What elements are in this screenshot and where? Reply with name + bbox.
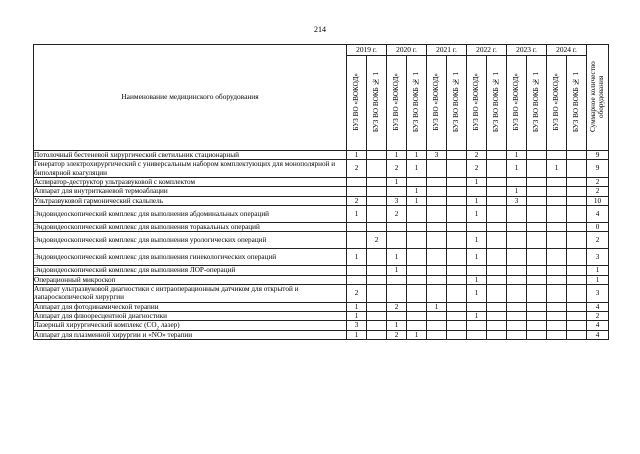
quantity-cell: 1 bbox=[547, 160, 567, 177]
table-row bbox=[34, 205, 609, 222]
quantity-cell: 1 bbox=[507, 187, 527, 196]
total-cell: 1 bbox=[587, 275, 609, 284]
equipment-table bbox=[33, 44, 609, 340]
quantity-cell bbox=[407, 321, 427, 330]
quantity-cell bbox=[447, 311, 467, 320]
total-cell: 2 bbox=[587, 187, 609, 196]
quantity-cell: 2 bbox=[387, 302, 407, 311]
table-row bbox=[34, 187, 609, 196]
quantity-cell bbox=[367, 285, 387, 302]
quantity-cell: 2 bbox=[347, 285, 367, 302]
quantity-cell bbox=[407, 222, 427, 231]
quantity-cell bbox=[447, 266, 467, 275]
quantity-cell bbox=[567, 302, 587, 311]
table-row bbox=[34, 160, 609, 177]
total-cell: 4 bbox=[587, 321, 609, 330]
quantity-cell bbox=[487, 160, 507, 177]
quantity-cell: 3 bbox=[387, 196, 407, 205]
quantity-cell bbox=[567, 249, 587, 266]
total-cell: 9 bbox=[587, 160, 609, 177]
table-row bbox=[34, 285, 609, 302]
quantity-cell bbox=[387, 222, 407, 231]
institution-subheader: БУЗ ВО ВОКБ № 1 bbox=[567, 56, 587, 151]
quantity-cell bbox=[467, 321, 487, 330]
quantity-cell bbox=[367, 275, 387, 284]
quantity-cell bbox=[547, 232, 567, 249]
table-row bbox=[34, 151, 609, 160]
quantity-cell bbox=[447, 205, 467, 222]
quantity-cell bbox=[487, 205, 507, 222]
quantity-cell bbox=[347, 232, 367, 249]
total-cell: 1 bbox=[587, 266, 609, 275]
quantity-cell bbox=[567, 330, 587, 339]
table-row bbox=[34, 330, 609, 339]
equipment-name: Эндовидеоскопический комплекс для выполнения ЛОР-операций bbox=[34, 266, 347, 275]
quantity-cell bbox=[447, 232, 467, 249]
total-cell: 2 bbox=[587, 232, 609, 249]
quantity-cell bbox=[447, 249, 467, 266]
quantity-cell bbox=[487, 196, 507, 205]
quantity-cell: 1 bbox=[427, 302, 447, 311]
quantity-cell bbox=[387, 311, 407, 320]
institution-subheader: БУЗ ВО «ВОКОД» bbox=[387, 56, 407, 151]
equipment-name-header: Наименование медицинского оборудования bbox=[34, 45, 347, 151]
quantity-cell: 2 bbox=[467, 151, 487, 160]
institution-subheader: БУЗ ВО ВОКБ № 1 bbox=[527, 56, 547, 151]
institution-subheader: БУЗ ВО ВОКБ № 1 bbox=[367, 56, 387, 151]
page-number: 214 bbox=[314, 25, 326, 34]
quantity-cell: 1 bbox=[407, 151, 427, 160]
equipment-name: Эндовидеоскопический комплекс для выполнения гинекологических операций bbox=[34, 249, 347, 266]
total-cell: 9 bbox=[587, 151, 609, 160]
quantity-cell bbox=[547, 249, 567, 266]
quantity-cell bbox=[447, 222, 467, 231]
quantity-cell bbox=[527, 249, 547, 266]
quantity-cell bbox=[507, 249, 527, 266]
quantity-cell bbox=[427, 196, 447, 205]
institution-subheader: БУЗ ВО «ВОКОД» bbox=[347, 56, 367, 151]
quantity-cell bbox=[407, 275, 427, 284]
quantity-cell bbox=[407, 177, 427, 186]
quantity-cell bbox=[367, 196, 387, 205]
institution-subheader: БУЗ ВО ВОКБ № 1 bbox=[447, 56, 467, 151]
quantity-cell bbox=[547, 311, 567, 320]
quantity-cell bbox=[467, 187, 487, 196]
quantity-cell: 2 bbox=[467, 160, 487, 177]
table-row bbox=[34, 177, 609, 186]
equipment-name: Аппарат для плазменной хирургии и «NO» терапии bbox=[34, 330, 347, 339]
quantity-cell bbox=[427, 321, 447, 330]
table-row bbox=[34, 266, 609, 275]
quantity-cell bbox=[407, 311, 427, 320]
equipment-name: Эндовидеоскопический комплекс для выполнения абдоминальных операций bbox=[34, 205, 347, 222]
quantity-cell bbox=[367, 302, 387, 311]
quantity-cell bbox=[567, 285, 587, 302]
quantity-cell bbox=[447, 285, 467, 302]
table-row bbox=[34, 196, 609, 205]
quantity-cell bbox=[567, 311, 587, 320]
table-row bbox=[34, 232, 609, 249]
table-body bbox=[34, 151, 609, 340]
quantity-cell bbox=[567, 232, 587, 249]
quantity-cell bbox=[527, 177, 547, 186]
quantity-cell bbox=[487, 311, 507, 320]
quantity-cell bbox=[487, 321, 507, 330]
quantity-cell: 1 bbox=[507, 151, 527, 160]
quantity-cell bbox=[447, 160, 467, 177]
quantity-cell bbox=[507, 177, 527, 186]
equipment-name: Аппарат ультразвуковой диагностики с интраоперационным датчиком для открытой и лапароскопической хирургии bbox=[34, 285, 347, 302]
quantity-cell bbox=[367, 222, 387, 231]
quantity-cell: 1 bbox=[407, 330, 427, 339]
year-header: 2023 г. bbox=[507, 45, 547, 56]
quantity-cell: 3 bbox=[507, 196, 527, 205]
quantity-cell bbox=[367, 311, 387, 320]
quantity-cell bbox=[347, 222, 367, 231]
quantity-cell bbox=[567, 160, 587, 177]
institution-subheader: БУЗ ВО «ВОКОД» bbox=[427, 56, 447, 151]
quantity-cell: 1 bbox=[467, 285, 487, 302]
equipment-name: Аппарат для внутритканевой термоаблации bbox=[34, 187, 347, 196]
quantity-cell bbox=[487, 330, 507, 339]
quantity-cell bbox=[507, 302, 527, 311]
quantity-cell: 1 bbox=[467, 311, 487, 320]
equipment-name: Операционный микроскоп bbox=[34, 275, 347, 284]
institution-subheader: БУЗ ВО ВОКБ № 1 bbox=[487, 56, 507, 151]
quantity-cell: 1 bbox=[467, 275, 487, 284]
quantity-cell: 1 bbox=[387, 249, 407, 266]
quantity-cell: 2 bbox=[367, 232, 387, 249]
quantity-cell bbox=[367, 321, 387, 330]
table-row bbox=[34, 302, 609, 311]
quantity-cell bbox=[367, 187, 387, 196]
quantity-cell bbox=[447, 302, 467, 311]
quantity-cell bbox=[547, 187, 567, 196]
quantity-cell bbox=[527, 266, 547, 275]
quantity-cell bbox=[367, 205, 387, 222]
equipment-name: Потолочный бестеневой хирургический светильник стационарный bbox=[34, 151, 347, 160]
quantity-cell bbox=[487, 187, 507, 196]
quantity-cell bbox=[367, 266, 387, 275]
quantity-cell bbox=[367, 160, 387, 177]
quantity-cell bbox=[567, 275, 587, 284]
quantity-cell bbox=[507, 222, 527, 231]
quantity-cell bbox=[487, 232, 507, 249]
institution-subheader: БУЗ ВО ВОКБ № 1 bbox=[407, 56, 427, 151]
quantity-cell bbox=[547, 330, 567, 339]
quantity-cell bbox=[487, 302, 507, 311]
year-header: 2021 г. bbox=[427, 45, 467, 56]
year-header: 2019 г. bbox=[347, 45, 387, 56]
table-row bbox=[34, 321, 609, 330]
quantity-cell: 1 bbox=[347, 302, 367, 311]
quantity-cell bbox=[427, 275, 447, 284]
quantity-cell bbox=[527, 187, 547, 196]
quantity-cell bbox=[547, 151, 567, 160]
quantity-cell bbox=[507, 285, 527, 302]
quantity-cell bbox=[447, 177, 467, 186]
quantity-cell bbox=[527, 196, 547, 205]
quantity-cell: 3 bbox=[347, 321, 367, 330]
equipment-name: Ультразвуковой гармонический скальпель bbox=[34, 196, 347, 205]
quantity-cell bbox=[427, 285, 447, 302]
quantity-cell bbox=[427, 330, 447, 339]
quantity-cell bbox=[447, 187, 467, 196]
quantity-cell: 1 bbox=[347, 330, 367, 339]
quantity-cell bbox=[527, 232, 547, 249]
quantity-cell bbox=[547, 302, 567, 311]
quantity-cell bbox=[527, 222, 547, 231]
quantity-cell bbox=[447, 151, 467, 160]
quantity-cell bbox=[547, 205, 567, 222]
quantity-cell bbox=[387, 285, 407, 302]
quantity-cell bbox=[427, 187, 447, 196]
quantity-cell bbox=[507, 275, 527, 284]
quantity-cell bbox=[467, 330, 487, 339]
quantity-cell bbox=[427, 205, 447, 222]
quantity-cell: 2 bbox=[347, 196, 367, 205]
equipment-name: Аспиратор-деструктор ультразвуковой с комплектом bbox=[34, 177, 347, 186]
equipment-name: Генератор электрохирургический с универсальным набором комплектующих для монополярной и биполярной коагуляции bbox=[34, 160, 347, 177]
quantity-cell: 1 bbox=[347, 311, 367, 320]
quantity-cell bbox=[527, 285, 547, 302]
total-cell: 4 bbox=[587, 330, 609, 339]
quantity-cell bbox=[407, 266, 427, 275]
quantity-cell bbox=[547, 285, 567, 302]
quantity-cell bbox=[527, 302, 547, 311]
quantity-cell bbox=[527, 311, 547, 320]
quantity-cell bbox=[467, 222, 487, 231]
quantity-cell bbox=[507, 321, 527, 330]
quantity-cell bbox=[507, 311, 527, 320]
quantity-cell bbox=[427, 222, 447, 231]
total-cell: 2 bbox=[587, 311, 609, 320]
quantity-cell bbox=[527, 330, 547, 339]
quantity-cell bbox=[567, 321, 587, 330]
quantity-cell bbox=[407, 205, 427, 222]
year-header: 2020 г. bbox=[387, 45, 427, 56]
quantity-cell bbox=[387, 232, 407, 249]
table-row bbox=[34, 249, 609, 266]
quantity-cell bbox=[487, 266, 507, 275]
quantity-cell bbox=[567, 177, 587, 186]
quantity-cell bbox=[407, 302, 427, 311]
quantity-cell bbox=[407, 285, 427, 302]
quantity-cell bbox=[427, 249, 447, 266]
total-cell: 10 bbox=[587, 196, 609, 205]
quantity-cell bbox=[347, 266, 367, 275]
quantity-cell bbox=[387, 187, 407, 196]
quantity-cell: 1 bbox=[387, 151, 407, 160]
quantity-cell bbox=[347, 275, 367, 284]
equipment-name: Аппарат для флюоресцентной диагностики bbox=[34, 311, 347, 320]
quantity-cell bbox=[427, 311, 447, 320]
quantity-cell bbox=[367, 151, 387, 160]
equipment-name: Эндовидеоскопический комплекс для выполнения урологических операций bbox=[34, 232, 347, 249]
quantity-cell: 1 bbox=[467, 249, 487, 266]
quantity-cell: 2 bbox=[387, 205, 407, 222]
year-header: 2024 г. bbox=[547, 45, 587, 56]
quantity-cell bbox=[367, 177, 387, 186]
quantity-cell: 1 bbox=[347, 249, 367, 266]
quantity-cell bbox=[567, 196, 587, 205]
quantity-cell bbox=[567, 266, 587, 275]
quantity-cell bbox=[347, 187, 367, 196]
quantity-cell: 2 bbox=[387, 160, 407, 177]
quantity-cell bbox=[567, 205, 587, 222]
total-cell: 0 bbox=[587, 222, 609, 231]
institution-subheader: БУЗ ВО «ВОКОД» bbox=[467, 56, 487, 151]
quantity-cell: 1 bbox=[467, 196, 487, 205]
quantity-cell bbox=[547, 275, 567, 284]
quantity-cell: 3 bbox=[427, 151, 447, 160]
quantity-cell bbox=[387, 275, 407, 284]
quantity-cell bbox=[527, 205, 547, 222]
quantity-cell: 1 bbox=[407, 187, 427, 196]
quantity-cell: 2 bbox=[387, 330, 407, 339]
quantity-cell: 1 bbox=[467, 177, 487, 186]
total-header: Суммарное количество оборудования bbox=[587, 45, 609, 151]
quantity-cell bbox=[427, 266, 447, 275]
quantity-cell bbox=[547, 222, 567, 231]
quantity-cell: 1 bbox=[387, 177, 407, 186]
year-header: 2022 г. bbox=[467, 45, 507, 56]
quantity-cell bbox=[567, 187, 587, 196]
table-row bbox=[34, 311, 609, 320]
quantity-cell bbox=[507, 205, 527, 222]
quantity-cell bbox=[487, 177, 507, 186]
quantity-cell bbox=[447, 275, 467, 284]
institution-subheader: БУЗ ВО «ВОКОД» bbox=[547, 56, 567, 151]
table-row bbox=[34, 275, 609, 284]
quantity-cell bbox=[447, 330, 467, 339]
quantity-cell bbox=[427, 232, 447, 249]
quantity-cell: 1 bbox=[507, 160, 527, 177]
quantity-cell bbox=[527, 160, 547, 177]
quantity-cell bbox=[467, 302, 487, 311]
quantity-cell bbox=[527, 151, 547, 160]
equipment-name: Лазерный хирургический комплекс ($CO_2$ лазер) bbox=[34, 321, 347, 330]
equipment-name: Эндовидеоскопический комплекс для выполнения торакальных операций bbox=[34, 222, 347, 231]
quantity-cell bbox=[487, 151, 507, 160]
quantity-cell bbox=[367, 249, 387, 266]
quantity-cell bbox=[547, 196, 567, 205]
quantity-cell bbox=[487, 275, 507, 284]
quantity-cell bbox=[347, 177, 367, 186]
quantity-cell: 1 bbox=[407, 160, 427, 177]
quantity-cell bbox=[467, 266, 487, 275]
quantity-cell bbox=[567, 222, 587, 231]
quantity-cell bbox=[507, 266, 527, 275]
quantity-cell bbox=[427, 160, 447, 177]
quantity-cell bbox=[507, 330, 527, 339]
quantity-cell bbox=[567, 151, 587, 160]
quantity-cell bbox=[527, 275, 547, 284]
quantity-cell bbox=[487, 222, 507, 231]
quantity-cell: 1 bbox=[347, 151, 367, 160]
quantity-cell bbox=[487, 285, 507, 302]
table-row bbox=[34, 222, 609, 231]
quantity-cell bbox=[447, 196, 467, 205]
quantity-cell: 1 bbox=[387, 321, 407, 330]
quantity-cell bbox=[447, 321, 467, 330]
quantity-cell bbox=[527, 321, 547, 330]
quantity-cell: 1 bbox=[467, 205, 487, 222]
quantity-cell: 1 bbox=[347, 205, 367, 222]
quantity-cell bbox=[547, 177, 567, 186]
quantity-cell bbox=[367, 330, 387, 339]
quantity-cell bbox=[547, 266, 567, 275]
quantity-cell bbox=[407, 249, 427, 266]
quantity-cell: 1 bbox=[407, 196, 427, 205]
total-cell: 2 bbox=[587, 177, 609, 186]
institution-subheader: БУЗ ВО «ВОКОД» bbox=[507, 56, 527, 151]
total-cell: 3 bbox=[587, 249, 609, 266]
total-cell: 3 bbox=[587, 285, 609, 302]
equipment-name: Аппарат для фотодинамической терапии bbox=[34, 302, 347, 311]
quantity-cell: 2 bbox=[347, 160, 367, 177]
quantity-cell bbox=[427, 177, 447, 186]
quantity-cell: 1 bbox=[387, 266, 407, 275]
quantity-cell bbox=[487, 249, 507, 266]
quantity-cell bbox=[507, 232, 527, 249]
total-cell: 4 bbox=[587, 205, 609, 222]
quantity-cell bbox=[407, 232, 427, 249]
total-cell: 4 bbox=[587, 302, 609, 311]
quantity-cell bbox=[547, 321, 567, 330]
quantity-cell: 1 bbox=[467, 232, 487, 249]
